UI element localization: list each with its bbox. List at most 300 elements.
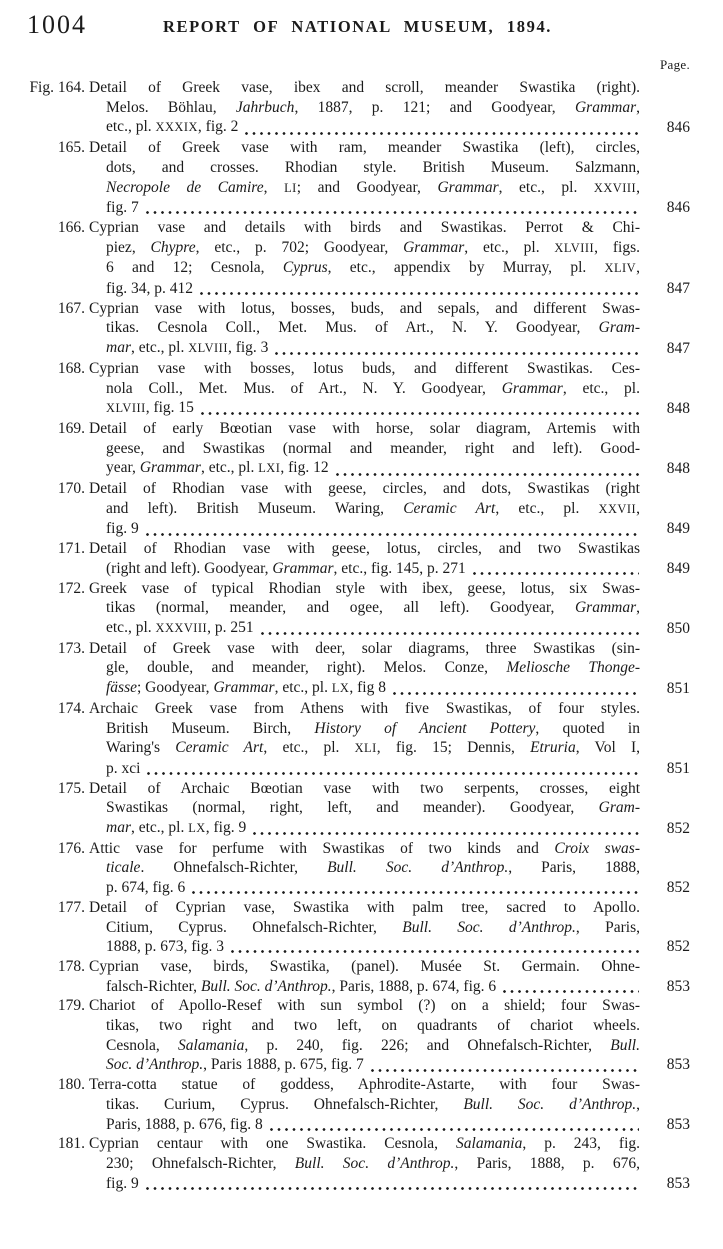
entry-fragment: and left). British Museum. Waring, bbox=[106, 499, 404, 517]
figure-number: Fig. 164. bbox=[29, 79, 85, 96]
entry-line bbox=[89, 559, 640, 579]
entry-line-text bbox=[106, 259, 640, 276]
page-reference: 853 bbox=[666, 1174, 690, 1192]
entry-fragment: , etc., fig. 145, p. 271 bbox=[333, 559, 466, 577]
plate-numeral: XXXIX bbox=[155, 120, 198, 135]
entry-line bbox=[89, 479, 640, 499]
entry-fragment: Detail of Greek vase with ram, meander Swastika (left), circles, bbox=[89, 139, 640, 157]
entry-fragment: , Paris 1888, p. 675, fig. 7 bbox=[203, 1056, 364, 1074]
entry-line-text bbox=[106, 559, 466, 579]
entry-line-text bbox=[106, 1055, 364, 1075]
figure-number: 174. bbox=[57, 699, 85, 717]
page-reference: 850 bbox=[666, 619, 690, 637]
page-column-label: Page. bbox=[659, 57, 690, 72]
entry-line bbox=[89, 878, 640, 898]
entry-text bbox=[89, 138, 640, 218]
entry-line bbox=[89, 238, 640, 259]
entry-line-text bbox=[89, 1135, 640, 1152]
italic-citation: Salamania bbox=[178, 1036, 245, 1054]
entry-fragment: Waring's bbox=[106, 739, 176, 757]
italic-citation: Grammar bbox=[272, 559, 334, 577]
entry-line-text bbox=[106, 458, 329, 479]
entry-fragment: , bbox=[636, 259, 640, 277]
entry-line bbox=[89, 598, 640, 618]
italic-citation: mar bbox=[106, 819, 131, 837]
italic-citation: Soc. d’Anthrop. bbox=[106, 1056, 204, 1074]
entry-line bbox=[89, 699, 640, 719]
entry-fragment: Cyprian vase, birds, Swastika, (panel). Musée St. Germain. Ohne- bbox=[89, 957, 640, 975]
entry-fragment: , etc., pl. bbox=[464, 238, 555, 256]
entry-fragment: , quoted in bbox=[535, 719, 640, 737]
page-reference: 849 bbox=[666, 559, 690, 577]
entry-text bbox=[89, 218, 640, 299]
italic-citation: Bull. Soc. d’Anthrop. bbox=[327, 859, 509, 877]
entry-line-text bbox=[89, 219, 640, 236]
dot-leader bbox=[336, 473, 639, 476]
italic-citation: Grammar bbox=[213, 679, 275, 697]
page-reference: 853 bbox=[666, 1056, 690, 1074]
entry-line bbox=[89, 579, 640, 599]
entry-line bbox=[89, 618, 640, 639]
italic-citation: Grammar bbox=[139, 459, 201, 477]
dot-leader bbox=[275, 352, 639, 355]
entry-line bbox=[89, 1095, 640, 1115]
plate-numeral: LI bbox=[284, 180, 297, 195]
entry-fragment: , fig. 15 bbox=[145, 399, 194, 417]
italic-citation: Grammar bbox=[403, 238, 465, 256]
dot-leader bbox=[371, 1069, 639, 1072]
entry-fragment: Greek vase of typical Rhodian style with ibex, geese, lotus, six Swas- bbox=[89, 579, 640, 597]
entry-fragment: , fig. 2 bbox=[197, 118, 239, 136]
italic-citation: Bull. bbox=[610, 1036, 640, 1054]
italic-citation: Etruria bbox=[530, 739, 576, 757]
toc-entry bbox=[25, 639, 690, 699]
entry-fragment: , Vol I, bbox=[575, 739, 641, 757]
italic-citation: Grammar bbox=[574, 599, 637, 617]
toc-entry bbox=[25, 996, 690, 1075]
toc-entry bbox=[25, 359, 690, 419]
entry-text bbox=[89, 78, 640, 138]
entry-fragment: etc., pl. bbox=[106, 118, 156, 136]
entry-text bbox=[89, 359, 640, 419]
entry-line-text bbox=[106, 599, 640, 616]
entry-line-text bbox=[106, 398, 194, 419]
entry-line bbox=[89, 839, 640, 859]
entry-line bbox=[89, 458, 640, 479]
entry-line bbox=[89, 78, 640, 98]
entry-fragment: , bbox=[636, 599, 640, 617]
page-reference: 846 bbox=[666, 199, 690, 217]
plate-numeral: LX bbox=[331, 681, 350, 696]
entry-line bbox=[89, 918, 640, 938]
page-header bbox=[25, 8, 690, 42]
dot-leader bbox=[146, 211, 639, 214]
figure-number: 176. bbox=[57, 839, 85, 857]
entry-fragment: tikas. Cesnola Coll., Met. Mus. of Art., N. Y. Goodyear, bbox=[106, 319, 599, 337]
entry-line bbox=[89, 639, 640, 659]
entry-line-text bbox=[106, 198, 139, 218]
entry-line bbox=[89, 359, 640, 379]
entry-line bbox=[89, 818, 640, 839]
entry-line bbox=[89, 98, 640, 118]
entry-fragment: , fig 8 bbox=[349, 679, 386, 697]
entry-line-text bbox=[106, 117, 238, 138]
entry-fragment: 230; Ohnefalsch-Richter, bbox=[106, 1154, 295, 1172]
italic-citation: Necropole de Camire bbox=[106, 178, 264, 196]
entry-fragment: , etc., pl. bbox=[562, 379, 640, 397]
entry-line-text bbox=[106, 937, 224, 957]
italic-citation: Bull. Soc. d’Anthrop. bbox=[463, 1095, 637, 1113]
entry-fragment: , p. 251 bbox=[207, 618, 254, 636]
figure-number: 170. bbox=[57, 480, 85, 498]
entry-line bbox=[89, 798, 640, 818]
entry-fragment: , Paris, bbox=[575, 918, 641, 936]
entry-line-text bbox=[89, 958, 640, 975]
entry-fragment: Terra-cotta statue of goddess, Aphrodite-Astarte, with four Swas- bbox=[89, 1076, 640, 1094]
entry-line-text bbox=[106, 659, 640, 676]
plate-numeral: XLVIII bbox=[554, 240, 595, 255]
entry-line-text bbox=[89, 640, 640, 657]
page-reference: 852 bbox=[666, 938, 690, 956]
entry-line bbox=[89, 178, 640, 199]
entry-text bbox=[89, 898, 640, 957]
entry-fragment: , fig. 15; Dennis, bbox=[376, 739, 531, 757]
entry-fragment: . Ohnefalsch-Richter, bbox=[140, 859, 328, 877]
entry-fragment: , etc., pl. bbox=[274, 679, 332, 697]
toc-entry bbox=[25, 1134, 690, 1193]
entry-text bbox=[89, 419, 640, 479]
dot-leader bbox=[146, 533, 639, 536]
plate-numeral: XXXVIII bbox=[155, 620, 208, 635]
entry-fragment: , bbox=[636, 1095, 640, 1113]
entry-line bbox=[89, 1174, 640, 1194]
toc-entry bbox=[25, 898, 690, 957]
entry-line-text bbox=[106, 440, 640, 457]
entry-fragment: (right and left). Goodyear, bbox=[106, 559, 273, 577]
entry-line bbox=[89, 678, 640, 699]
entry-line-text bbox=[106, 159, 640, 176]
page-reference: 846 bbox=[666, 119, 690, 137]
entry-fragment: tikas (normal, meander, and ogee, all left). Goodyear, bbox=[106, 599, 575, 617]
toc-entry bbox=[25, 839, 690, 898]
entry-line bbox=[89, 158, 640, 178]
entry-fragment: Paris, 1888, p. 676, fig. 8 bbox=[106, 1115, 263, 1133]
entry-fragment: , etc., pl. bbox=[130, 339, 189, 357]
italic-citation: Gram- bbox=[598, 319, 640, 337]
italic-citation: mar bbox=[106, 339, 131, 357]
italic-citation: Meliosche Thonge- bbox=[506, 659, 640, 677]
entry-text bbox=[89, 699, 640, 779]
entry-fragment: nola Coll., Met. Mus. of Art., N. Y. Goodyear, bbox=[106, 379, 502, 397]
entry-line bbox=[89, 117, 640, 138]
entry-fragment: , Paris, 1888, p. 676, bbox=[454, 1154, 640, 1172]
italic-citation: fässe bbox=[106, 679, 137, 697]
page-reference: 851 bbox=[666, 680, 690, 698]
italic-citation: Grammar bbox=[501, 379, 563, 397]
entry-line bbox=[89, 1134, 640, 1154]
entry-line-text bbox=[89, 139, 640, 156]
toc-entry bbox=[25, 218, 690, 299]
entry-line bbox=[89, 1055, 640, 1075]
entry-line bbox=[89, 759, 640, 779]
toc-entry bbox=[25, 957, 690, 996]
figure-number: 165. bbox=[57, 139, 85, 157]
figure-number: 180. bbox=[57, 1076, 85, 1094]
page-reference: 853 bbox=[666, 1115, 690, 1133]
italic-citation: Grammar bbox=[574, 98, 637, 116]
entry-text bbox=[89, 539, 640, 578]
entry-line-text bbox=[106, 279, 193, 299]
entry-text bbox=[89, 839, 640, 898]
entry-fragment: , fig. 3 bbox=[227, 339, 269, 357]
entry-fragment: Detail of Greek vase with deer, solar diagrams, three Swastikas (sin- bbox=[89, 639, 640, 657]
entry-fragment: Detail of Cyprian vase, Swastika with palm tree, sacred to Apollo. bbox=[89, 898, 640, 916]
entry-fragment: etc., pl. bbox=[106, 618, 156, 636]
plate-numeral: XXVIII bbox=[593, 180, 637, 195]
entry-fragment: , Paris, 1888, bbox=[508, 859, 641, 877]
entry-line bbox=[89, 1154, 640, 1174]
entry-line-text bbox=[106, 1037, 640, 1054]
entry-fragment: Attic vase for perfume with Swastikas of two kinds and bbox=[89, 839, 555, 857]
entry-line-text bbox=[106, 319, 640, 336]
dot-leader bbox=[393, 692, 639, 695]
dot-leader bbox=[270, 1128, 639, 1131]
plate-numeral: XLVIII bbox=[188, 341, 228, 356]
entry-text bbox=[89, 957, 640, 996]
dot-leader bbox=[261, 632, 639, 635]
entry-line-text bbox=[106, 818, 246, 839]
entry-line bbox=[89, 398, 640, 419]
entry-fragment: Swastikas (normal, right, left, and meander). Goodyear, bbox=[106, 799, 599, 817]
entry-fragment: geese, and Swastikas (normal and meander, right and left). Good- bbox=[106, 439, 640, 457]
entry-fragment: ; and Goodyear, bbox=[296, 178, 438, 196]
entry-fragment: , fig. 12 bbox=[280, 459, 329, 477]
entry-text bbox=[89, 779, 640, 839]
entry-line bbox=[89, 439, 640, 459]
entry-fragment: , Paris, 1888, p. 674, fig. 6 bbox=[331, 977, 497, 995]
toc-entry bbox=[25, 699, 690, 779]
page-reference: 852 bbox=[666, 820, 690, 838]
entry-line-text bbox=[106, 519, 139, 539]
figure-number: 169. bbox=[57, 419, 85, 437]
entry-line bbox=[89, 279, 640, 299]
entry-line-text bbox=[89, 1076, 640, 1093]
figure-number: 167. bbox=[57, 299, 85, 317]
entry-line bbox=[89, 218, 640, 238]
italic-citation: History of Ancient Pottery bbox=[314, 719, 536, 737]
entry-line bbox=[89, 198, 640, 218]
entry-fragment: , bbox=[636, 499, 641, 517]
entry-line-text bbox=[89, 700, 640, 717]
entry-fragment: Cyprian vase with bosses, lotus buds, and different Swastikas. Ces- bbox=[89, 359, 640, 377]
entry-line-text bbox=[89, 540, 640, 557]
entry-fragment: , bbox=[636, 98, 640, 116]
entry-line bbox=[89, 299, 640, 319]
entry-line bbox=[89, 1036, 640, 1056]
entry-line-text bbox=[106, 1115, 263, 1135]
dot-leader bbox=[200, 292, 639, 295]
entry-line bbox=[89, 338, 640, 359]
italic-citation: Ceramic Art bbox=[403, 499, 496, 517]
entry-line bbox=[89, 1115, 640, 1135]
entry-fragment: , etc., pl. bbox=[498, 178, 594, 196]
entry-line-text bbox=[89, 780, 640, 797]
entry-fragment: Citium, Cyprus. Ohnefalsch-Richter, bbox=[106, 918, 403, 936]
entry-line bbox=[89, 1075, 640, 1095]
entry-fragment: Detail of Rhodian vase with geese, circles, and dots, Swastikas (right bbox=[89, 480, 640, 498]
plate-numeral: LX bbox=[188, 821, 206, 836]
toc-entry bbox=[25, 419, 690, 479]
entry-line bbox=[89, 379, 640, 399]
entry-fragment: tikas, two right and two left, on quadrants of chariot wheels. bbox=[106, 1017, 640, 1035]
toc-entry bbox=[25, 1075, 690, 1134]
entry-line-text bbox=[106, 1096, 640, 1113]
entry-line-text bbox=[89, 840, 640, 857]
entry-line-text bbox=[106, 500, 640, 517]
toc-entry bbox=[25, 138, 690, 218]
entry-fragment: Detail of Greek vase, ibex and scroll, meander Swastika (right). bbox=[89, 79, 640, 96]
italic-citation: Bull. Soc. d’Anthrop. bbox=[402, 918, 576, 936]
entry-fragment: falsch-Richter, bbox=[106, 977, 201, 995]
entry-fragment: gle, double, and meander, right). Melos. Conze, bbox=[106, 659, 507, 677]
dot-leader bbox=[147, 772, 639, 775]
entry-fragment: Chariot of Apollo-Resef with sun symbol (?) on a shield; four Swas- bbox=[89, 997, 640, 1015]
figure-number: 168. bbox=[57, 359, 85, 377]
entry-fragment: ; Goodyear, bbox=[137, 679, 214, 697]
entry-fragment: Cesnola, bbox=[106, 1036, 179, 1054]
entry-line-text bbox=[89, 420, 640, 437]
entry-fragment: fig. 9 bbox=[106, 1174, 139, 1192]
entry-line-text bbox=[106, 799, 640, 816]
italic-citation: Chypre bbox=[150, 238, 196, 256]
entry-line bbox=[89, 519, 640, 539]
italic-citation: Gram- bbox=[598, 799, 640, 817]
italic-citation: Croix swas- bbox=[554, 839, 640, 857]
entry-text bbox=[89, 639, 640, 699]
entry-text bbox=[89, 479, 640, 539]
entry-line bbox=[89, 779, 640, 799]
entry-text bbox=[89, 579, 640, 639]
toc-entry bbox=[25, 579, 690, 639]
entry-line bbox=[89, 898, 640, 918]
entry-fragment: Detail of Rhodian vase with geese, lotus, circles, and two Swastikas bbox=[89, 540, 640, 558]
entry-line bbox=[89, 258, 640, 279]
italic-citation: Jahrbuch bbox=[235, 98, 295, 116]
entry-fragment: piez, bbox=[106, 238, 151, 256]
page-reference: 849 bbox=[666, 520, 690, 538]
entry-line-text bbox=[106, 179, 640, 196]
entry-fragment: dots, and crosses. Rhodian style. British Museum. Salzmann, bbox=[106, 158, 640, 176]
entry-line bbox=[89, 858, 640, 878]
figure-list bbox=[25, 78, 690, 1193]
plate-numeral: XLI bbox=[354, 741, 377, 756]
entry-line bbox=[89, 539, 640, 559]
entry-fragment: , bbox=[636, 178, 640, 196]
entry-fragment: , etc., pl. bbox=[200, 459, 259, 477]
dot-leader bbox=[253, 832, 639, 835]
figure-number: 178. bbox=[57, 957, 85, 975]
entry-line bbox=[89, 658, 640, 678]
entry-line-text bbox=[106, 618, 254, 639]
entry-fragment: , fig. 9 bbox=[205, 819, 247, 837]
figure-number: 179. bbox=[57, 997, 85, 1015]
entry-fragment: , p. 240, fig. 226; and Ohnefalsch-Richter, bbox=[244, 1036, 611, 1054]
figure-number: 177. bbox=[57, 898, 85, 916]
entry-fragment: year, bbox=[106, 459, 140, 477]
entry-line-text bbox=[106, 1017, 640, 1034]
entry-fragment: Detail of Archaic Bœotian vase with two serpents, crosses, eight bbox=[89, 779, 640, 797]
italic-citation: Bull. Soc. d’Anthrop. bbox=[200, 977, 332, 995]
entry-text bbox=[89, 299, 640, 359]
folio-page-number: 1004 bbox=[27, 10, 87, 39]
entry-fragment: tikas. Curium, Cyprus. Ohnefalsch-Richter, bbox=[106, 1095, 464, 1113]
entry-fragment: , p. 243, fig. bbox=[522, 1135, 641, 1153]
figure-number: 175. bbox=[57, 779, 85, 797]
entry-line bbox=[89, 738, 640, 759]
entry-line-text bbox=[106, 720, 640, 737]
entry-fragment: , etc., appendix by Murray, pl. bbox=[327, 259, 605, 277]
running-title: REPORT OF NATIONAL MUSEUM, 1894. bbox=[162, 17, 553, 36]
entry-line-text bbox=[106, 338, 268, 359]
entry-fragment: British Museum. Birch, bbox=[106, 719, 315, 737]
entry-line-text bbox=[89, 580, 640, 597]
entry-line bbox=[89, 719, 640, 739]
entry-fragment: fig. 9 bbox=[106, 520, 139, 538]
entry-fragment: 1888, p. 673, fig. 3 bbox=[106, 938, 224, 956]
dot-leader bbox=[503, 990, 639, 993]
entry-fragment: Archaic Greek vase from Athens with five Swastikas, of four styles. bbox=[89, 699, 640, 717]
entry-line bbox=[89, 419, 640, 439]
entry-fragment: , etc., pl. bbox=[263, 739, 355, 757]
entry-fragment: 6 and 12; Cesnola, bbox=[106, 259, 283, 277]
entry-line bbox=[89, 318, 640, 338]
italic-citation: Salamania bbox=[456, 1135, 523, 1153]
entry-fragment: p. 674, fig. 6 bbox=[106, 879, 186, 897]
entry-line-text bbox=[106, 239, 640, 256]
italic-citation: Grammar bbox=[437, 178, 499, 196]
entry-fragment: , bbox=[263, 178, 285, 196]
entry-line-text bbox=[106, 739, 640, 756]
entry-line-text bbox=[106, 859, 640, 876]
plate-numeral: XLIV bbox=[604, 261, 637, 276]
page-reference: 848 bbox=[666, 400, 690, 418]
italic-citation: ticale bbox=[106, 859, 141, 877]
entry-fragment: Melos. Böhlau, bbox=[106, 98, 236, 116]
entry-fragment: p. xci bbox=[106, 759, 141, 777]
entry-text bbox=[89, 996, 640, 1075]
figure-number: 172. bbox=[57, 579, 85, 597]
entry-fragment: fig. 34, p. 412 bbox=[106, 280, 193, 298]
entry-line-text bbox=[89, 480, 640, 497]
page-reference: 848 bbox=[666, 460, 690, 478]
entry-line-text bbox=[106, 919, 640, 936]
entry-line-text bbox=[106, 977, 496, 997]
entry-line bbox=[89, 937, 640, 957]
entry-fragment: , etc., pl. bbox=[130, 819, 189, 837]
dot-leader bbox=[231, 950, 639, 953]
plate-numeral: LXI bbox=[258, 461, 281, 476]
entry-line bbox=[89, 996, 640, 1016]
entry-fragment: Cyprian centaur with one Swastika. Cesnola, bbox=[89, 1135, 457, 1153]
entry-line-text bbox=[106, 878, 185, 898]
plate-numeral: XXVII bbox=[598, 501, 637, 516]
toc-entry bbox=[25, 479, 690, 539]
page-reference: 847 bbox=[666, 340, 690, 358]
entry-fragment: , 1887, p. 121; and Goodyear, bbox=[294, 98, 575, 116]
entry-line bbox=[89, 499, 640, 520]
dot-leader bbox=[192, 891, 639, 894]
entry-line-text bbox=[89, 79, 640, 96]
